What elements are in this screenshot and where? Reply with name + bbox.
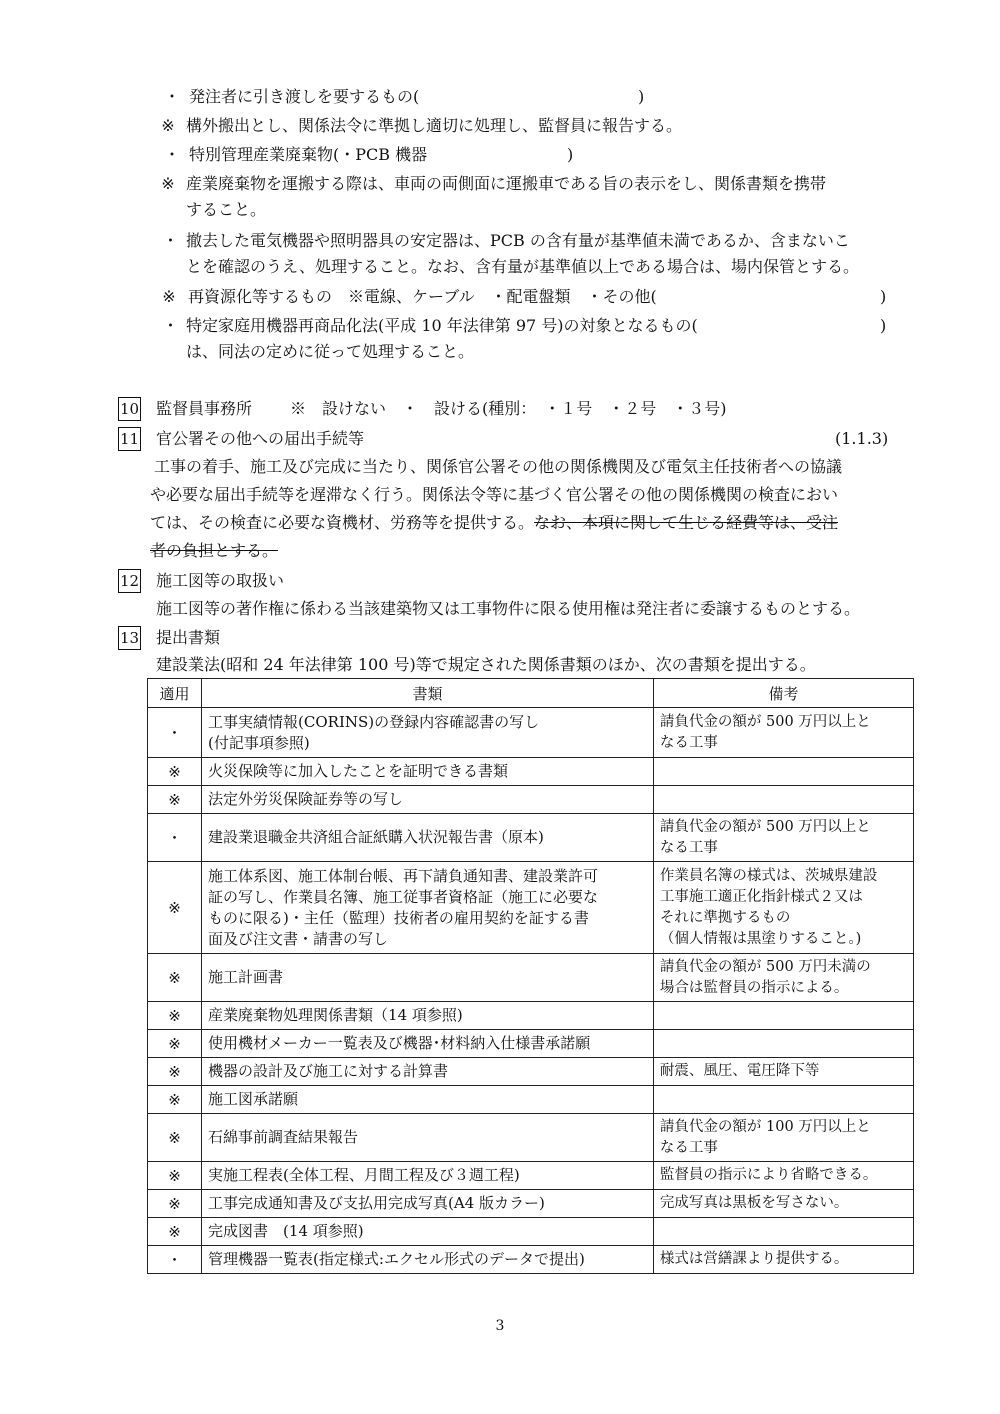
document-line: 管理機器一覧表(指定様式:エクセル形式のデータで提出) (208, 1250, 585, 1268)
remarks-line: 請負代金の額が 100 万円以上と (659, 1118, 871, 1135)
section-number-box: 11 (118, 427, 141, 451)
remarks-line: 請負代金の額が 500 万円未満の (659, 958, 871, 975)
document-cell (202, 862, 654, 954)
bullet-mark: ・ (163, 87, 180, 106)
document-line: (付記事項参照) (208, 733, 310, 752)
struck-text: 者の負担とする。 (150, 541, 279, 560)
document-cell (202, 758, 654, 786)
table-row (148, 1114, 914, 1162)
document-cell (202, 1002, 654, 1030)
document-line: 証の写し、作業員名簿、施工従事者資格証（施工に必要な (208, 887, 599, 906)
remarks-cell (653, 1190, 913, 1218)
list-line-2 (150, 116, 682, 136)
document-line: 火災保険等に加入したことを証明できる書類 (208, 762, 509, 780)
remarks-cell (653, 786, 913, 814)
document-line: 建設業退職金共済組合証紙購入状況報告書（原本) (208, 828, 544, 846)
apply-mark: ※ (148, 1218, 202, 1246)
remarks-line: （個人情報は黒塗りすること。) (659, 930, 862, 947)
apply-mark: ※ (148, 758, 202, 786)
table-row (148, 1162, 914, 1190)
struck-text: なお、本項に関して生じる経費等は、受注 (534, 513, 839, 532)
table-row (148, 786, 914, 814)
list-text: 構外搬出とし、関係法令に準拠し適切に処理し、監督員に報告する。 (186, 116, 683, 135)
document-line: 施工計画書 (208, 968, 284, 986)
remarks-cell (653, 708, 913, 758)
list-text-continued: とを確認のうえ、処理すること。なお、含有量が基準値以上である場合は、場内保管とする。 (186, 257, 859, 276)
section-number-box: 12 (118, 569, 141, 593)
document-line: 面及び注文書・請書の写し (208, 929, 389, 948)
document-line: 施工体系図、施工体制台帳、再下請負通知書、建設業許可 (208, 866, 599, 885)
close-paren: ) (880, 287, 887, 306)
section-11-ref: (1.1.3) (835, 429, 889, 448)
note-mark: ※ (162, 287, 176, 306)
remarks-line: 工事施工適正化指針様式２又は (659, 888, 863, 905)
document-cell (202, 1058, 654, 1086)
header-apply: 適用 (148, 679, 202, 708)
list-line-6 (150, 287, 657, 307)
document-line: 施工図承諾願 (208, 1090, 299, 1108)
bullet-mark: ・ (163, 145, 180, 164)
apply-mark: ※ (148, 786, 202, 814)
close-paren: ) (567, 145, 574, 164)
table-row (148, 1030, 914, 1058)
remarks-cell (653, 1114, 913, 1162)
remarks-line: なる工事 (659, 734, 718, 751)
section-13-body: 建設業法(昭和 24 年法律第 100 号)等で規定された関係書類のほか、次の書類を提出する。 (156, 655, 816, 674)
note-mark: ※ (161, 116, 175, 135)
remarks-cell (653, 1086, 913, 1114)
apply-mark: ・ (148, 1246, 202, 1274)
table-header-row (148, 679, 914, 708)
list-line-7 (155, 316, 698, 336)
close-paren: ) (638, 87, 645, 106)
apply-mark: ・ (148, 814, 202, 862)
list-text: 発注者に引き渡しを要するもの( (189, 87, 420, 106)
section-11-body: ては、その検査に必要な資機材、労務等を提供する。 (150, 513, 535, 532)
apply-mark: ※ (148, 862, 202, 954)
remarks-cell (653, 758, 913, 786)
apply-mark: ※ (148, 1162, 202, 1190)
note-mark: ※ (161, 174, 175, 193)
list-text-continued: すること。 (186, 200, 267, 219)
table-row (148, 862, 914, 954)
section-10-title: 監督員事務所 (156, 399, 253, 418)
header-remarks: 備考 (653, 679, 913, 708)
table-row (148, 758, 914, 786)
section-11-body-line (150, 513, 838, 533)
section-13-title: 提出書類 (156, 628, 221, 647)
apply-mark: ※ (148, 1030, 202, 1058)
list-line-3 (155, 145, 427, 165)
remarks-line: 完成写真は黒板を写さない。 (659, 1195, 849, 1211)
document-cell (202, 954, 654, 1002)
bullet-mark: ・ (162, 231, 179, 250)
document-cell (202, 1162, 654, 1190)
documents-table (147, 678, 914, 1274)
document-line: ものに限る)・主任（監理）技術者の雇用契約を証する書 (208, 908, 589, 927)
apply-mark: ※ (148, 1058, 202, 1086)
list-text: 撤去した電気機器や照明器具の安定器は、PCB の含有量が基準値未満であるか、含まないこ (186, 231, 850, 250)
section-11-title: 官公署その他への届出手続等 (156, 429, 365, 448)
document-line: 工事実績情報(CORINS)の登録内容確認書の写し (208, 712, 540, 731)
table-body (148, 708, 914, 1274)
remarks-line: なる工事 (659, 839, 718, 856)
document-line: 石綿事前調査結果報告 (208, 1128, 359, 1146)
list-line-1 (155, 87, 419, 107)
table-row (148, 1086, 914, 1114)
table-row (148, 954, 914, 1002)
remarks-cell (653, 1058, 913, 1086)
list-line-5 (155, 231, 850, 251)
remarks-line: 請負代金の額が 500 万円以上と (659, 713, 871, 730)
remarks-line: それに準拠するもの (659, 909, 791, 926)
remarks-cell (653, 1030, 913, 1058)
document-line: 産業廃棄物処理関係書類（14 項参照) (208, 1006, 463, 1024)
table-row (148, 1002, 914, 1030)
remarks-cell (653, 862, 913, 954)
document-cell (202, 1114, 654, 1162)
document-line: 使用機材メーカー一覧表及び機器･材料納入仕様書承諾願 (208, 1034, 591, 1052)
remarks-line: 請負代金の額が 500 万円以上と (659, 818, 871, 835)
apply-mark: ※ (148, 1086, 202, 1114)
document-cell (202, 1218, 654, 1246)
list-text: 再資源化等するもの ※電線、ケーブル ・配電盤類 ・その他( (188, 287, 657, 306)
close-paren: ) (880, 316, 887, 335)
document-cell (202, 786, 654, 814)
table-row (148, 708, 914, 758)
remarks-line: 様式は営繕課より提供する。 (659, 1251, 849, 1267)
remarks-cell (653, 814, 913, 862)
document-cell (202, 814, 654, 862)
document-cell (202, 708, 654, 758)
section-number-box: 13 (118, 626, 141, 650)
document-cell (202, 1030, 654, 1058)
section-11-body: や必要な届出手続等を遅滞なく行う。関係法令等に基づく官公署その他の関係機関の検査におい (150, 485, 839, 504)
table-row (148, 1218, 914, 1246)
section-number-box: 10 (118, 397, 141, 421)
section-11-body: 工事の着手、施工及び完成に当たり、関係官公署その他の関係機関及び電気主任技術者への協議 (154, 457, 843, 476)
remarks-cell (653, 1218, 913, 1246)
remarks-line: 場合は監督員の指示による。 (659, 979, 849, 996)
apply-mark: ※ (148, 1190, 202, 1218)
document-cell (202, 1246, 654, 1274)
table-row (148, 1058, 914, 1086)
document-line: 工事完成通知書及び支払用完成写真(A4 版カラー) (208, 1194, 545, 1212)
bullet-mark: ・ (162, 316, 179, 335)
document-line: 完成図書 (14 項参照) (208, 1222, 364, 1240)
apply-mark: ※ (148, 954, 202, 1002)
section-10-options: ※ 設けない ・ 設ける(種別： ・１号 ・２号 ・３号) (290, 399, 727, 418)
apply-mark: ※ (148, 1002, 202, 1030)
remarks-cell (653, 1162, 913, 1190)
table-row (148, 1246, 914, 1274)
page-number: 3 (495, 1318, 505, 1334)
table-row (148, 1190, 914, 1218)
list-text: 特定家庭用機器再商品化法(平成 10 年法律第 97 号)の対象となるもの( (186, 316, 698, 335)
apply-mark: ※ (148, 1114, 202, 1162)
document-cell (202, 1190, 654, 1218)
remarks-cell (653, 1002, 913, 1030)
apply-mark: ・ (148, 708, 202, 758)
remarks-cell (653, 954, 913, 1002)
document-cell (202, 1086, 654, 1114)
remarks-line: なる工事 (659, 1139, 718, 1156)
header-document: 書類 (202, 679, 654, 708)
section-12-title: 施工図等の取扱い (156, 571, 285, 590)
table-row (148, 814, 914, 862)
section-12-body: 施工図等の著作権に係わる当該建築物又は工事物件に限る使用権は発注者に委譲するものとする。 (156, 599, 861, 618)
list-text: 特別管理産業廃棄物(・PCB 機器 (189, 145, 428, 164)
list-line-4 (150, 174, 826, 194)
document-line: 法定外労災保険証券等の写し (208, 790, 404, 808)
document-line: 機器の設計及び施工に対する計算書 (208, 1062, 449, 1080)
remarks-line: 監督員の指示により省略できる。 (659, 1167, 878, 1183)
remarks-line: 作業員名簿の様式は、茨城県建設 (659, 867, 878, 884)
list-text: 産業廃棄物を運搬する際は、車両の両側面に運搬車である旨の表示をし、関係書類を携帯 (186, 174, 827, 193)
list-text-continued: は、同法の定めに従って処理すること。 (186, 342, 475, 361)
remarks-line: 耐震、風圧、電圧降下等 (659, 1063, 820, 1079)
remarks-cell (653, 1246, 913, 1274)
document-line: 実施工程表(全体工程、月間工程及び３週工程) (208, 1166, 520, 1184)
